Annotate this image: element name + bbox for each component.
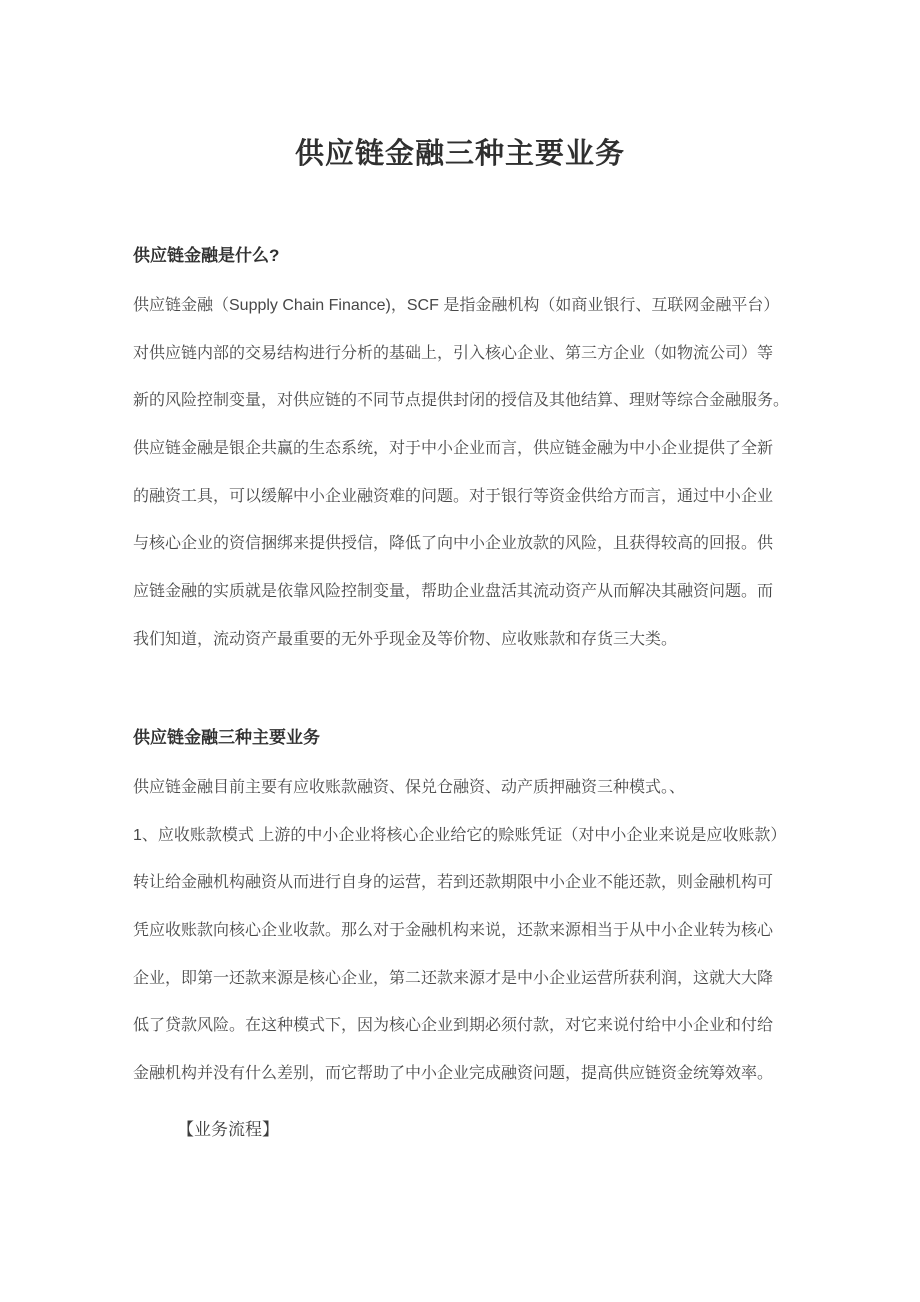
text-line: 我们知道，流动资产最重要的无外乎现金及等价物、应收账款和存货三大类。 <box>133 630 678 648</box>
text-line: 金融机构并没有什么差别，而它帮助了中小企业完成融资问题，提高供应链资金统筹效率。 <box>133 1065 774 1083</box>
text-line: 凭应收账款向核心企业收款。那么对于金融机构来说，还款来源相当于从中小企业转为核心 <box>133 922 774 940</box>
text-line: 供应链金融是银企共赢的生态系统，对于中小企业而言，供应链金融为中小企业提供了全新 <box>133 440 774 458</box>
business-process-label: 【业务流程】 <box>177 1120 279 1139</box>
text-line: 转让给金融机构融资从而进行自身的运营，若到还款期限中小企业不能还款，则金融机构可 <box>133 874 774 892</box>
section-heading-three-businesses: 供应链金融三种主要业务 <box>133 728 320 747</box>
paragraph-three-businesses <box>133 764 813 1098</box>
text-line: 的融资工具，可以缓解中小企业融资难的问题。对于银行等资金供给方而言，通过中小企业 <box>133 487 774 505</box>
text-line: 供应链金融（Supply Chain Finance)，SCF 是指金融机构（如商业银行、互联网金融平台） <box>133 297 780 314</box>
text-line: 对供应链内部的交易结构进行分析的基础上，引入核心企业、第三方企业（如物流公司）等 <box>133 344 774 362</box>
section-heading-what-is-scf: 供应链金融是什么? <box>133 246 280 265</box>
document-title: 供应链金融三种主要业务 <box>294 138 625 170</box>
text-line: 新的风险控制变量，对供应链的不同节点提供封闭的授信及其他结算、理财等综合金融服务。 <box>133 392 790 410</box>
text-line: 与核心企业的资信捆绑来提供授信，降低了向中小企业放款的风险，且获得较高的回报。供 <box>133 535 774 553</box>
text-line: 1、应收账款模式 上游的中小企业将核心企业给它的赊账凭证（对中小企业来说是应收账款） <box>133 826 787 844</box>
text-line: 应链金融的实质就是依靠风险控制变量，帮助企业盘活其流动资产从而解决其融资问题。而 <box>133 583 774 601</box>
text-line: 企业，即第一还款来源是核心企业，第二还款来源才是中小企业运营所获利润，这就大大降 <box>133 969 774 987</box>
text-line: 供应链金融目前主要有应收账款融资、保兑仓融资、动产质押融资三种模式。、 <box>133 779 686 796</box>
text-line: 低了贷款风险。在这种模式下，因为核心企业到期必须付款，对它来说付给中小企业和付给 <box>133 1017 774 1035</box>
paragraph-what-is-scf <box>133 282 813 664</box>
